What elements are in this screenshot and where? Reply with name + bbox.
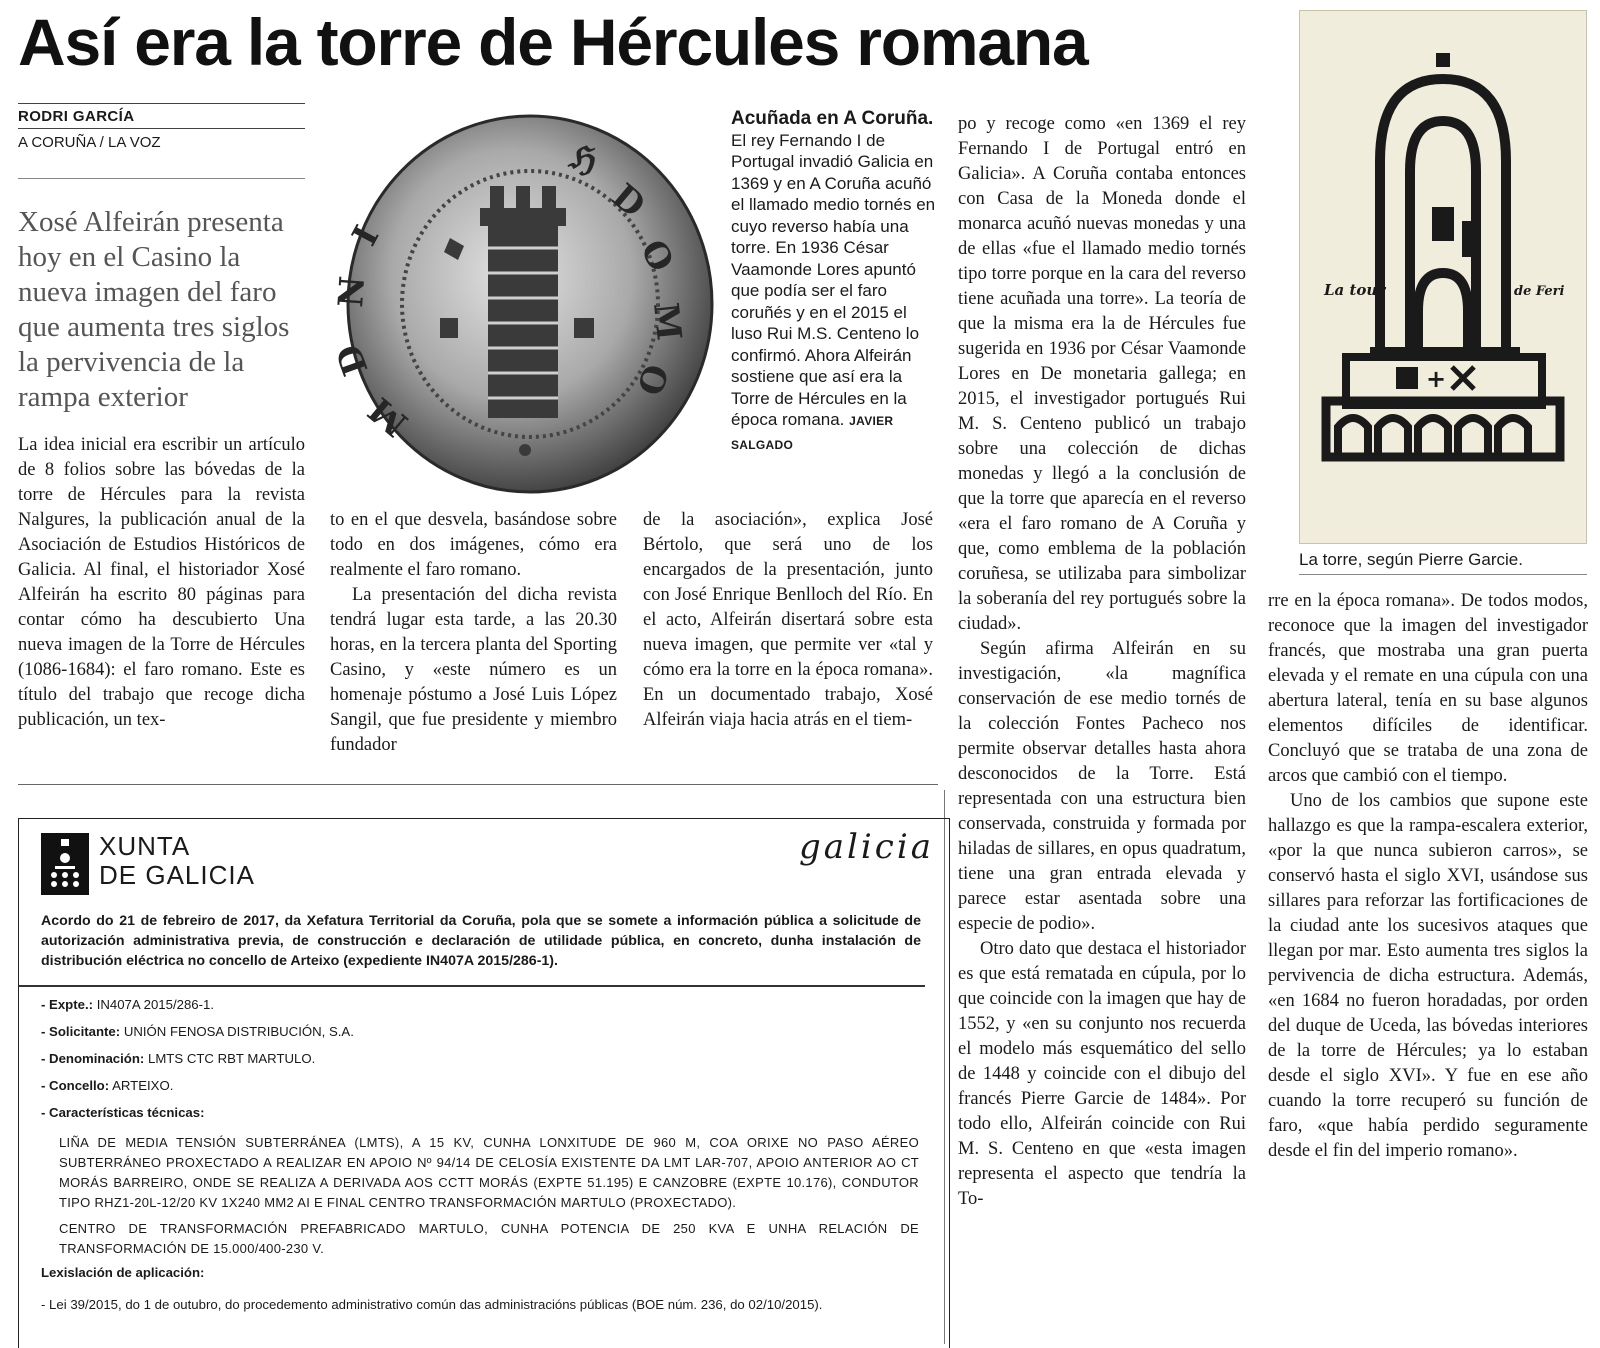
notice-lexislacion-label: Lexislación de aplicación: xyxy=(41,1265,205,1280)
col2-paragraph-1: to en el que desvela, basándose sobre todo en dos imágenes, cómo era realmente el faro romano. xyxy=(330,510,617,580)
col4-paragraph-1: po y recoge como «en 1369 el rey Fernando I de Portugal entró en Galicia». A Coruña contaba entonces con Casa de la Moneda donde el monarca acuñó nuevas monedas y una de ellas «fue el llamado medio tornés tipo torre porque en la cara del reverso tiene acuñada una torre». La teoría de que la misma era la de Hércules fue sugerida en 1936 por César Vaamonde Lores en De monetaria gallega; en 2015, el investigador portugués Rui M. S. Centeno publicó un trabajo sobre una colección de dichas monedas y llegó a la conclusión de que la torre que aparecía en el reverso «era el faro romano de A Coruña y que, como emblema de la población coruñesa, se utilizaba para simbolizar la soberanía del rey portugués sobre la ciudad». xyxy=(958,114,1246,634)
coin-photo xyxy=(328,108,720,498)
notice-title: Acordo do 21 de febreiro de 2017, da Xefatura Territorial da Coruña, pola que se somete a información pública a solicitude de autorización administrativa previa, de construcción e declaración de utilidade pública, en concreto, dunha instalación de distribución eléctrica no concello de Arteixo (expediente IN407A 2015/286-1). xyxy=(41,913,921,969)
col4-paragraph-2: Según afirma Alfeirán en su investigación, «la magnífica conservación de ese medio tornés de la colección Fontes Pacheco nos permite observar detalles hasta ahora desconocidos de la Torre. Está representada con una estructura bien conservada, construida y formada por hiladas de sillares, en opus quadratum, tiene una gran entrada elevada y parece estar asentada sobre una especie de podio». xyxy=(958,639,1246,934)
notice-concello-value: ARTEIXO. xyxy=(112,1078,174,1093)
notice-denominacion-label: - Denominación: xyxy=(41,1051,145,1066)
coin-caption xyxy=(731,108,936,456)
notice-concello-label: - Concello: xyxy=(41,1078,110,1093)
coin-image xyxy=(328,108,720,498)
col5-paragraph-1: rre en la época romana». De todos modos, reconoce que la imagen del investigador francés, que mostraba una gran puerta elevada y el remate en una cúpula con una abertura lateral, tenía en su base algunos elementos difíciles de identificar. Concluyó que se trataba de una zona de arcos que cambió con el tiempo. xyxy=(1268,591,1588,786)
drawing-label-right: de Feri xyxy=(1514,284,1565,299)
col3-paragraph-1: de la asociación», explica José Bértolo, que será uno de los encargados de la presentación, junto con José Enrique Benlloch del Río. En el acto, Alfeirán disertará sobre esta nueva imagen, que permite ver «tal y cómo era la torre en la época romana». En un documentado trabajo, Xosé Alfeirán viaja hacia atrás en el tiem- xyxy=(643,510,933,730)
svg-text:+: + xyxy=(1426,365,1447,393)
notice-solicitante-value: UNIÓN FENOSA DISTRIBUCIÓN, S.A. xyxy=(123,1024,354,1039)
drawing-caption-rule xyxy=(1299,574,1587,575)
notice-caract-label: - Características técnicas: xyxy=(41,1105,205,1120)
svg-text:M: M xyxy=(361,388,416,444)
notice-caract-1: LIÑA DE MEDIA TENSIÓN SUBTERRÁNEA (LMTS), A 15 KV, CUNHA LONXITUDE DE 960 M, COA ORIXE NO PASO AÉREO SUBTERRÁNEO PROXECTADO A REALIZAR EN APOIO Nº 94/14 DE CELOSÍA EXISTENTE DA LMT LAR-707, APOIO ANTERIOR AO CT MORÁS BARREIRO, ONDE SE REALIZA A DERIVADA AOS CCTT MORÁS (EXPTE 51.195) E CANZOBRE (EXPTE 10.176), CONDUTOR TIPO RHZ1-20L-12/20 KV 1X240 MM2 AI E FINAL CENTRO TRANSFORMACIÓN MARTULO (PROXECTADO). xyxy=(59,1135,919,1210)
byline-author: RODRI GARCÍA xyxy=(18,108,135,125)
public-notice-ad xyxy=(18,818,950,1348)
col4-paragraph-3: Otro dato que destaca el historiador es que está rematada en cúpula, por lo que coincide con la imagen que hay de 1552, y «en su conjunto nos recuerda el modelo más esquemático del sello de 1448 y coincide con el dibujo del francés Pierre Garcie de 1484». Por todo ello, Alfeirán coincide con Rui M. S. Centeno en que «esta imagen representa el aspecto que tendría la To- xyxy=(958,939,1246,1209)
col2-paragraph-2: La presentación del dicha revista tendrá lugar esta tarde, a las 20.30 horas, en la tercera planta del Sporting Casino, y «este número es un homenaje póstumo a José Luis López Sangil, que fue presidente y miembro fundador xyxy=(330,585,617,755)
byline-rule-bottom xyxy=(18,178,305,179)
article-col-5 xyxy=(1268,589,1588,1164)
notice-solicitante xyxy=(41,1024,354,1039)
col1-paragraph-1: La idea inicial era escribir un artículo de 8 folios sobre las bóvedas de la torre de Hércules para la revista Nalgures, la publicación anual de la Asociación de Estudios Históricos de Galicia. Al final, el historiador Xosé Alfeirán ha escrito 80 páginas para contar cómo ha descubierto Una nueva imagen de la Torre de Hércules (1086-1684): el faro romano. Este es título del trabajo que recoge dicha publicación, un tex- xyxy=(18,435,305,730)
drawing-label-left: La tour xyxy=(1324,281,1386,299)
notice-caract-2: CENTRO DE TRANSFORMACIÓN PREFABRICADO MARTULO, CUNHA POTENCIA DE 250 KVA E UNHA RELACIÓN DE TRANSFORMACIÓN DE 15.000/400-230 V. xyxy=(59,1221,919,1256)
notice-concello xyxy=(41,1078,173,1093)
coin-caption-lead: Acuñada en A Coruña. xyxy=(731,108,934,129)
article-col-4 xyxy=(958,112,1246,1212)
svg-text:I: I xyxy=(344,219,388,253)
notice-expte-value: IN407A 2015/286-1. xyxy=(96,997,215,1012)
ad-top-divider xyxy=(18,784,938,785)
xunta-logo-line-1: XUNTA xyxy=(99,831,191,861)
col5-paragraph-2: Uno de los cambios que supone este hallazgo es que la rampa-escalera exterior, «por la que nunca subieron carros», se conservó hasta el siglo XVI, usándose sus sillares para reforzar las fortificaciones de la ciudad ante los sucesivos ataques que llegan por mar. Esto aumenta tres siglos la pervivencia de dicha estructura. Además, «en 1684 no fueron horadadas, por orden del duque de Uceda, las bóvedas interiores de la torre de Hércules; ya lo estaban desde el siglo XVI». Y fue en ese año cuando la torre recuperó su función de faro, «que había perdido seguramente desde el fin del imperio romano». xyxy=(1268,791,1588,1161)
tower-drawing-image xyxy=(1300,11,1586,543)
svg-text:O: O xyxy=(628,359,676,400)
byline-place: A CORUÑA / LA VOZ xyxy=(18,134,161,151)
byline-rule-top xyxy=(18,103,305,104)
notice-denominacion xyxy=(41,1051,315,1066)
drawing-caption: La torre, según Pierre Garcie. xyxy=(1299,550,1523,569)
notice-lexislacion-1: - Lei 39/2015, do 1 de outubro, do procedemento administrativo común das administracións públicas (BOE núm. 236, do 02/10/2015). xyxy=(41,1297,823,1312)
xunta-logo-text xyxy=(99,832,255,890)
coin-caption-credit: JAVIER SALGADO xyxy=(731,414,894,452)
article-col-3 xyxy=(643,508,933,733)
headline: Así era la torre de Hércules romana xyxy=(18,5,1088,79)
xunta-logo-line-2: DE GALICIA xyxy=(99,860,255,890)
coin-caption-text: El rey Fernando I de Portugal invadió Galicia en 1369 y en A Coruña acuñó el llamado medio tornés en cuyo reverso había una torre. En 1936 César Vaamonde Lores apuntó que podía ser el faro coruñés y en el 2015 el luso Rui M.S. Centeno lo confirmó. Ahora Alfeirán sostiene que así era la Torre de Hércules en la época romana. xyxy=(731,130,936,429)
garcie-drawing xyxy=(1299,10,1587,544)
svg-text:M: M xyxy=(645,300,689,343)
svg-text:D: D xyxy=(604,176,653,226)
lede: Xosé Alfeirán presenta hoy en el Casino la nueva imagen del faro que aumenta tres siglos la pervivencia de la rampa exterior xyxy=(18,206,290,413)
byline-rule-mid xyxy=(18,128,305,129)
notice-solicitante-label: - Solicitante: xyxy=(41,1024,121,1039)
xunta-shield-icon xyxy=(41,833,89,895)
svg-text:N: N xyxy=(331,274,374,309)
notice-divider xyxy=(19,985,925,987)
article-col-1 xyxy=(18,433,305,733)
svg-text:D: D xyxy=(328,339,377,381)
svg-text:ℌ: ℌ xyxy=(565,136,602,183)
article-col-2 xyxy=(330,508,617,758)
galicia-brand-logo: galicia xyxy=(799,827,934,867)
svg-text:O: O xyxy=(632,233,682,279)
notice-expte xyxy=(41,997,214,1012)
notice-denominacion-value: LMTS CTC RBT MARTULO. xyxy=(147,1051,316,1066)
notice-expte-label: - Expte.: xyxy=(41,997,94,1012)
